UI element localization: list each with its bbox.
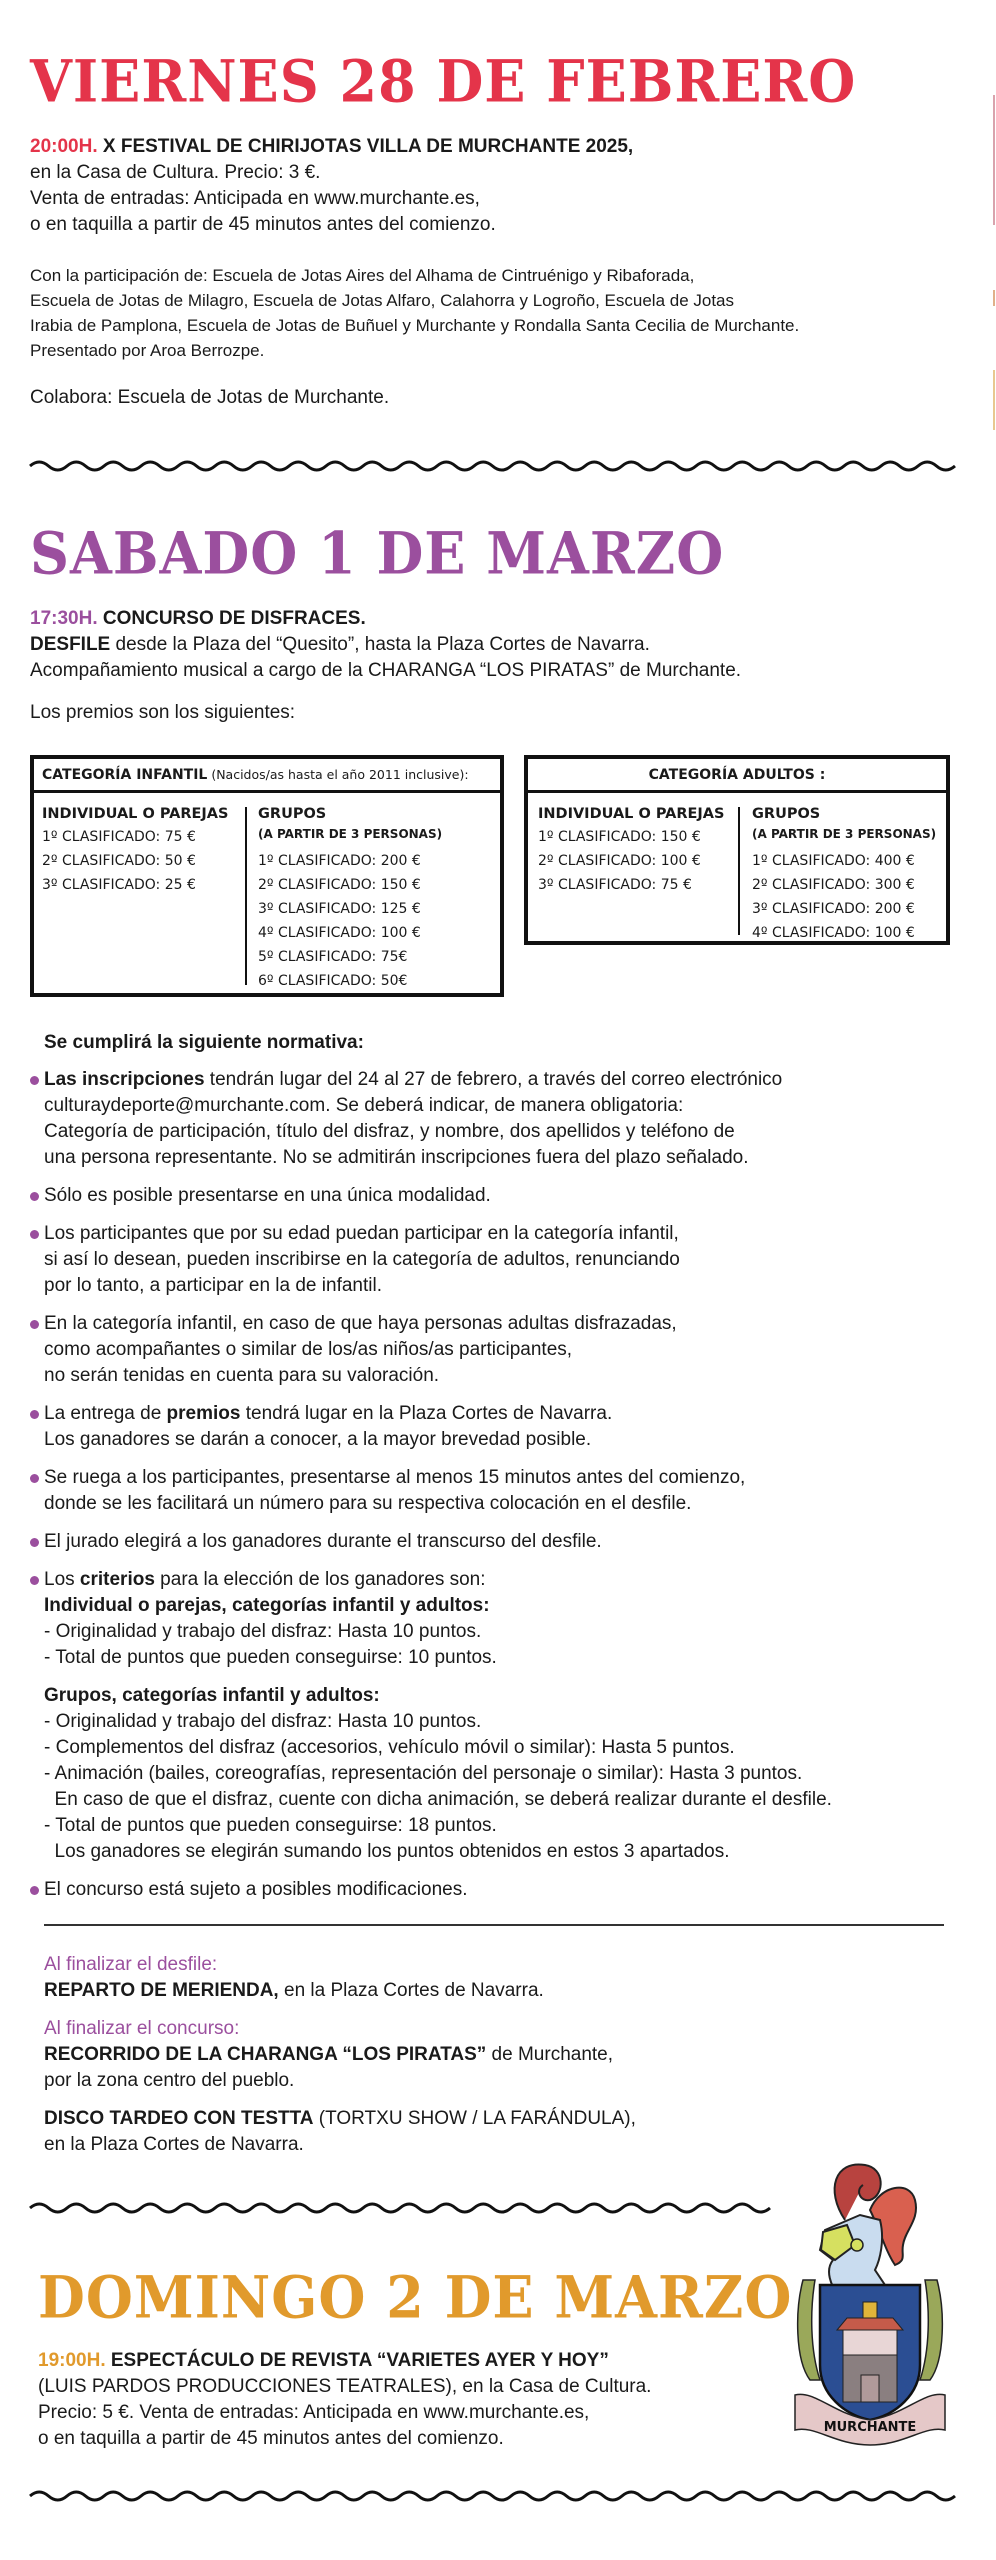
prize-row: 4º CLASIFICADO: 100 € [752,925,915,941]
after-contest-line2: por la zona centro del pueblo. [44,2070,295,2091]
rule-item [30,1877,970,1903]
rule-text: Los [44,1569,80,1590]
saturday-event-title: CONCURSO DE DISFRACES. [97,608,366,629]
criteria-line: - Animación (bailes, coreografías, representación del personaje o similar): Hasta 3 puntos. [44,1763,803,1784]
rule-item [30,1183,970,1209]
friday-line: en la Casa de Cultura. Precio: 3 €. [30,162,321,183]
individual-title: INDIVIDUAL O PAREJAS [42,806,229,822]
adultos-individual [538,803,724,897]
criteria-line: - Total de puntos que pueden conseguirse: 10 puntos. [44,1647,497,1668]
rule-text: si así lo desean, pueden inscribirse en la categoría de adultos, renunciando [44,1249,680,1270]
rule-text: Sólo es posible presentarse en una única modalidad. [44,1185,491,1206]
sunday-event-title: ESPECTÁCULO DE REVISTA “VARIETES AYER Y HOY” [105,2350,609,2371]
infantil-box-header [34,759,500,793]
crest-label: MURCHANTE [823,2420,917,2435]
wave-line [30,2204,770,2212]
prize-row: 3º CLASIFICADO: 25 € [42,877,196,893]
prize-row: 4º CLASIFICADO: 100 € [258,925,421,941]
criteria-line: Los ganadores se elegirán sumando los puntos obtenidos en estos 3 apartados. [44,1841,730,1862]
rule-text: culturaydeporte@murchante.com. Se deberá indicar, de manera obligatoria: [44,1095,684,1116]
participation-line: Escuela de Jotas de Milagro, Escuela de Jotas Alfaro, Calahorra y Logroño, Escuela de Jotas [30,291,735,310]
sunday-event [38,2348,778,2452]
bullet-icon [30,1886,39,1895]
adultos-box-header [528,759,946,793]
rule-text: tendrán lugar del 24 al 27 de febrero, a través del correo electrónico [204,1069,783,1090]
prize-row: 3º CLASIFICADO: 200 € [752,901,915,917]
infantil-groups [258,803,442,993]
wave-line [30,2492,955,2500]
bullet-icon [30,1076,39,1085]
rule-bold: criterios [79,1569,155,1590]
parade-text: desde la Plaza del “Quesito”, hasta la Plaza Cortes de Navarra. [110,634,650,655]
rule-text: La entrega de [44,1403,167,1424]
after-contest-text: de Murchante, [486,2044,614,2065]
disco-bold: DISCO TARDEO CON TESTTA [44,2108,314,2129]
adultos-prizes-box [524,755,950,945]
after-contest-label: Al finalizar el concurso: [44,2018,240,2039]
prize-row: 2º CLASIFICADO: 150 € [258,877,421,893]
groups-subtitle: (A PARTIR DE 3 PERSONAS) [752,827,937,841]
sunday-time: 19:00H. [38,2350,106,2371]
rule-text: El concurso está sujeto a posibles modificaciones. [44,1879,468,1900]
criteria-line: - Complementos del disfraz (accesorios, vehículo móvil o similar): Hasta 5 puntos. [44,1737,735,1758]
music-text: Acompañamiento musical a cargo de la CHARANGA “LOS PIRATAS” de Murchante. [30,660,742,681]
bullet-icon [30,1410,39,1419]
friday-title: VIERNES 28 DE FEBRERO [30,46,857,116]
prize-row: 3º CLASIFICADO: 75 € [538,877,692,893]
bullet-icon [30,1230,39,1239]
rule-item [30,1567,970,1865]
wavy-divider [0,2486,996,2506]
prize-row: 1º CLASIFICADO: 400 € [752,853,915,869]
rule-item [30,1529,970,1555]
bullet-icon [30,1192,39,1201]
prize-row: 1º CLASIFICADO: 200 € [258,853,421,869]
rule-item [30,1401,970,1453]
parade-label: DESFILE [30,634,111,655]
after-parade-bold: REPARTO DE MERIENDA, [44,1980,279,2001]
prize-row: 3º CLASIFICADO: 125 € [258,901,421,917]
horizontal-divider [44,1924,944,1926]
rule-text: para la elección de los ganadores son: [154,1569,486,1590]
sunday-title: DOMINGO 2 DE MARZO [38,2262,793,2332]
prize-row: 1º CLASIFICADO: 150 € [538,829,701,845]
groups-subtitle: (A PARTIR DE 3 PERSONAS) [258,827,443,841]
bullet-icon [30,1538,39,1547]
after-parade-label: Al finalizar el desfile: [44,1954,218,1975]
adultos-heading: CATEGORÍA ADULTOS : [648,767,826,783]
infantil-prizes-box [30,755,504,997]
criteria-line: - Total de puntos que pueden conseguirse: 18 puntos. [44,1815,497,1836]
rules-title: Se cumplirá la siguiente normativa: [44,1032,364,1053]
infantil-heading-note: (Nacidos/as hasta el año 2011 inclusive): [207,767,469,782]
saturday-time: 17:30H. [30,608,98,629]
adultos-groups [752,803,936,945]
individual-title: INDIVIDUAL O PAREJAS [538,806,725,822]
rule-text: Los participantes que por su edad puedan participar en la categoría infantil, [44,1223,679,1244]
column-divider [245,807,247,985]
column-divider [738,807,740,935]
edge-mark [993,370,995,430]
prize-row: 2º CLASIFICADO: 100 € [538,853,701,869]
rule-item [30,1465,970,1517]
rule-text: por lo tanto, a participar en la de infantil. [44,1275,382,1296]
prize-row: 6º CLASIFICADO: 50€ [258,973,408,989]
criteria-subtitle: Grupos, categorías infantil y adultos: [44,1685,380,1706]
saturday-title: SABADO 1 DE MARZO [30,518,725,588]
prize-row: 5º CLASIFICADO: 75€ [258,949,408,965]
criteria-line: En caso de que el disfraz, cuente con dicha animación, se deberá realizar durante el desfile. [44,1789,832,1810]
friday-line: o en taquilla a partir de 45 minutos antes del comienzo. [30,214,496,235]
friday-event [30,134,930,238]
bullet-icon [30,1576,39,1585]
groups-title: GRUPOS [752,806,821,822]
after-contest-bold: RECORRIDO DE LA CHARANGA “LOS PIRATAS” [44,2044,487,2065]
prize-row: 2º CLASIFICADO: 50 € [42,853,196,869]
prize-row: 2º CLASIFICADO: 300 € [752,877,915,893]
after-events [44,1952,944,2158]
criteria-line: - Originalidad y trabajo del disfraz: Hasta 10 puntos. [44,1711,482,1732]
rule-text: una persona representante. No se admitirán inscripciones fuera del plazo señalado. [44,1147,749,1168]
rule-bold: Las inscripciones [44,1069,205,1090]
after-parade-text: en la Plaza Cortes de Navarra. [278,1980,544,2001]
edge-mark [993,290,995,306]
groups-title: GRUPOS [258,806,327,822]
criteria-line: - Originalidad y trabajo del disfraz: Hasta 10 puntos. [44,1621,482,1642]
sunday-line: o en taquilla a partir de 45 minutos antes del comienzo. [38,2428,504,2449]
friday-participation [30,263,970,363]
friday-event-title: X FESTIVAL DE CHIRIJOTAS VILLA DE MURCHANTE 2025, [97,136,634,157]
rule-text: donde se les facilitará un número para su respectiva colocación en el desfile. [44,1493,692,1514]
rule-item [30,1067,970,1171]
rule-text: como acompañantes o similar de los/as niños/as participantes, [44,1339,573,1360]
wave-line [30,462,955,470]
disco-line2: en la Plaza Cortes de Navarra. [44,2134,304,2155]
rule-text: tendrá lugar en la Plaza Cortes de Navarra. [240,1403,613,1424]
edge-mark [993,95,995,225]
infantil-individual [42,803,228,897]
participation-line: Con la participación de: Escuela de Jotas Aires del Alhama de Cintruénigo y Ribaforada, [30,266,695,285]
participation-line: Irabia de Pamplona, Escuela de Jotas de Buñuel y Murchante y Rondalla Santa Cecilia de Murchante. [30,316,800,335]
rule-bold: premios [166,1403,241,1424]
rule-item [30,1221,970,1299]
saturday-event [30,606,970,684]
coat-of-arms-icon [785,2150,955,2450]
bullet-icon [30,1474,39,1483]
participation-line: Presentado por Aroa Berrozpe. [30,341,265,360]
rule-item [30,1311,970,1389]
sunday-line: Precio: 5 €. Venta de entradas: Anticipada en www.murchante.es, [38,2402,590,2423]
prize-row: 1º CLASIFICADO: 75 € [42,829,196,845]
rule-text: Se ruega a los participantes, presentarse al menos 15 minutos antes del comienzo, [44,1467,746,1488]
rule-text: El jurado elegirá a los ganadores durante el transcurso del desfile. [44,1531,602,1552]
bullet-icon [30,1320,39,1329]
rule-text: En la categoría infantil, en caso de que haya personas adultas disfrazadas, [44,1313,677,1334]
rules-list [30,1067,970,1915]
rule-text: no serán tenidas en cuenta para su valoración. [44,1365,440,1386]
disco-text: (TORTXU SHOW / LA FARÁNDULA), [313,2108,636,2129]
criteria-subtitle: Individual o parejas, categorías infantil y adultos: [44,1595,490,1616]
prizes-intro: Los premios son los siguientes: [30,702,296,723]
friday-time: 20:00H. [30,136,98,157]
wavy-divider [0,456,996,476]
friday-collaborates: Colabora: Escuela de Jotas de Murchante. [30,387,390,408]
rule-text: Categoría de participación, título del disfraz, y nombre, dos apellidos y teléfono de [44,1121,735,1142]
sunday-line: (LUIS PARDOS PRODUCCIONES TEATRALES), en la Casa de Cultura. [38,2376,652,2397]
infantil-heading: CATEGORÍA INFANTIL [42,767,208,783]
rule-text: Los ganadores se darán a conocer, a la mayor brevedad posible. [44,1429,592,1450]
friday-line: Venta de entradas: Anticipada en www.murchante.es, [30,188,480,209]
